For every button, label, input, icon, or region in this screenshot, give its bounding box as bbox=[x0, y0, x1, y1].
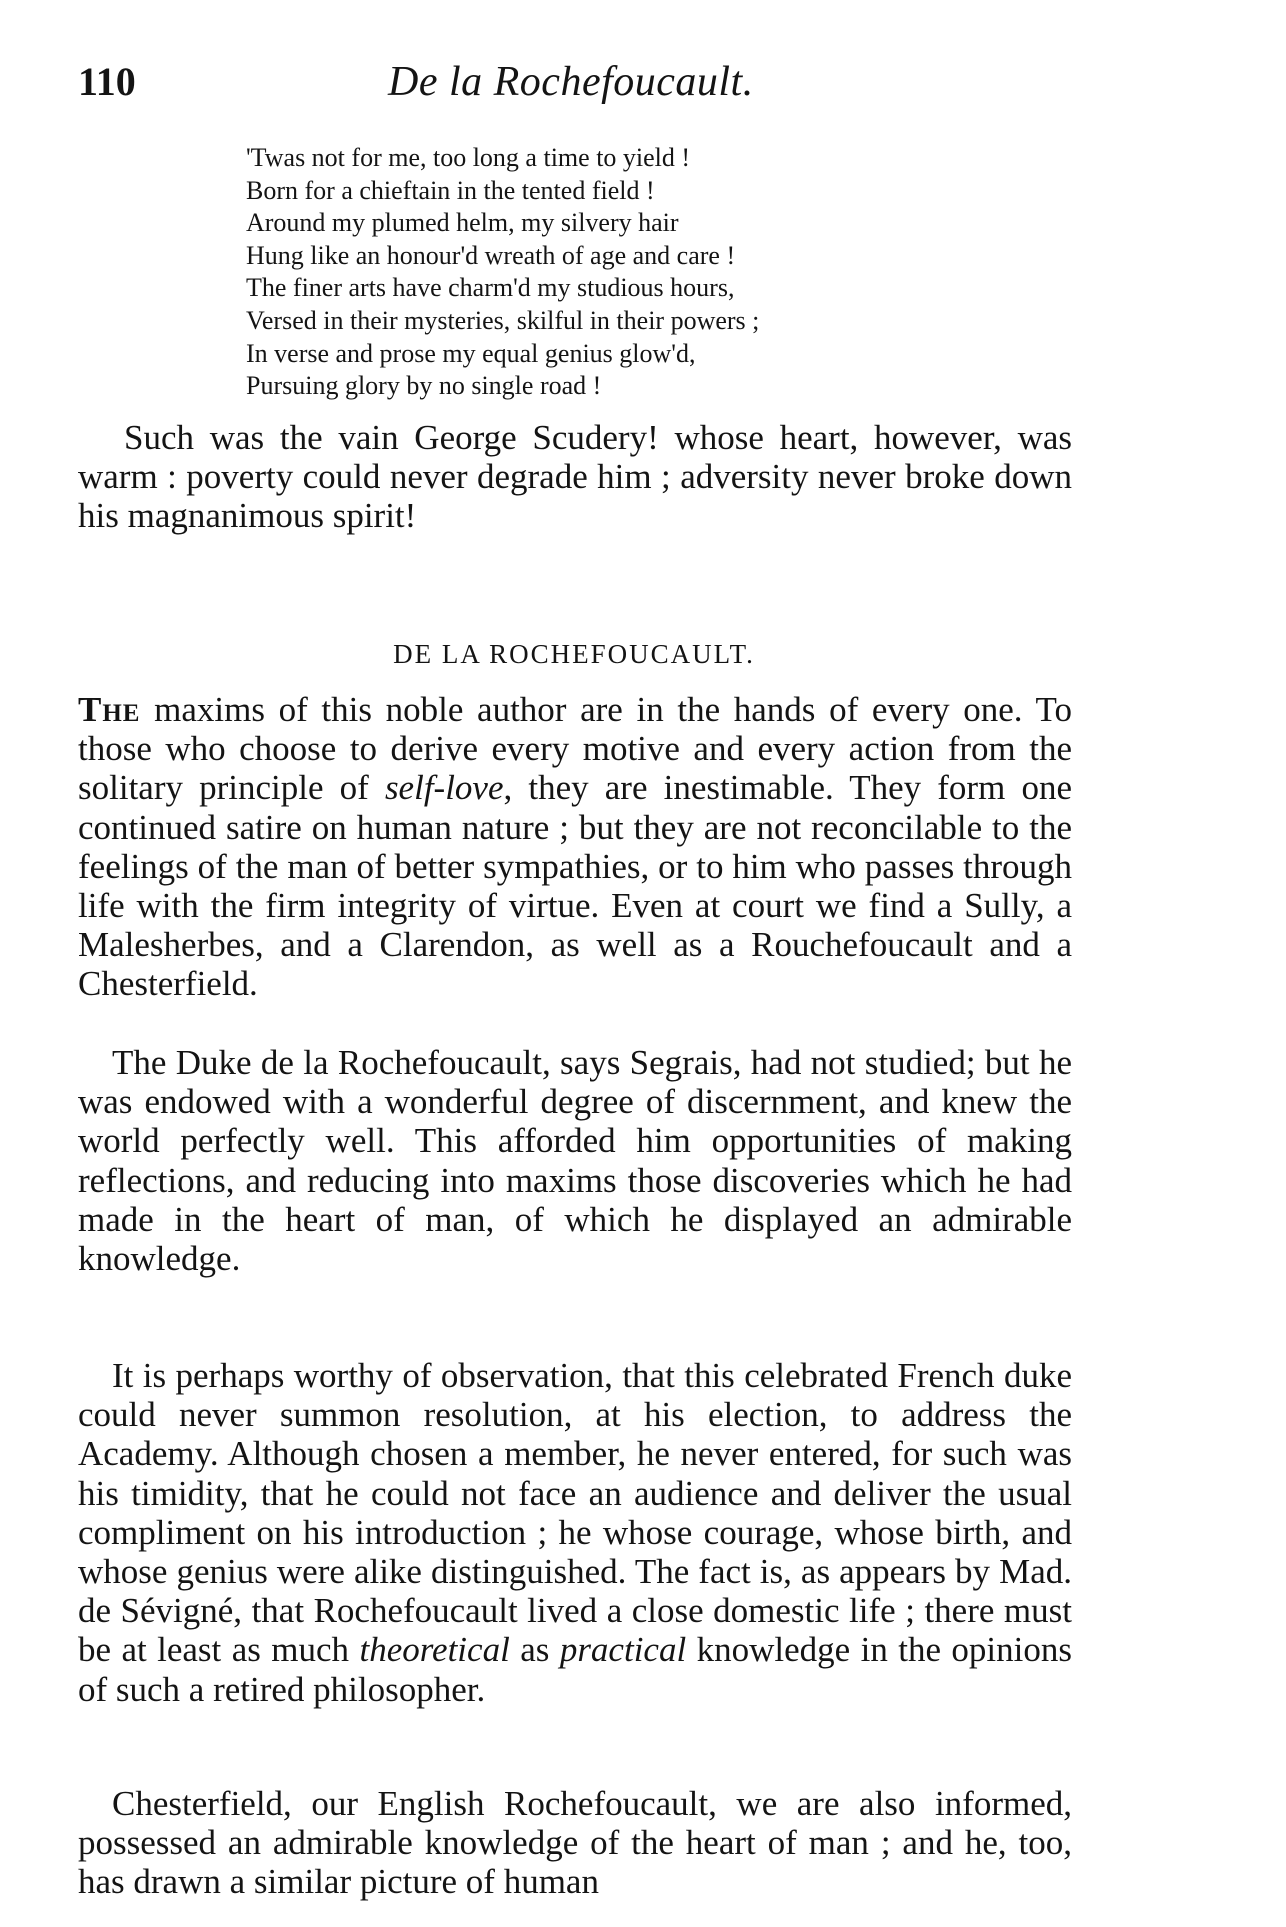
lead-word: The bbox=[78, 690, 141, 729]
verse-line: Around my plumed helm, my silvery hair bbox=[246, 208, 679, 238]
section-heading: DE LA ROCHEFOUCAULT. bbox=[393, 639, 755, 669]
running-head bbox=[78, 52, 1068, 112]
italic-term: self-love bbox=[384, 768, 504, 808]
paragraph-text: It is perhaps worthy of observation, that this celebrated French duke could never summon resolution, at his election, to address the Academy. Although chosen a member, he never entered, for such was his timidity, that he could not face an audience and deliver the usual compliment on his introduction ; he whose courage, whose birth, and whose genius were alike distinguished. The fact is, as appears by Mad. de Sévigné, that Rochefoucault lived a close domestic life ; there must be at least as much bbox=[78, 1356, 1072, 1670]
paragraph-text: maxims of this noble author are in the hands of every one. To those who choose to derive every motive and every action from the solitary principle of bbox=[78, 690, 1072, 808]
verse-line: Hung like an honour'd wreath of age and care ! bbox=[246, 240, 736, 270]
paragraph-academy bbox=[78, 1356, 1072, 1709]
paragraph-text: as bbox=[509, 1630, 560, 1670]
verse-line: In verse and prose my equal genius glow'd, bbox=[246, 338, 696, 368]
italic-term: theoretical bbox=[359, 1630, 510, 1670]
verse-line: Pursuing glory by no single road ! bbox=[246, 371, 602, 401]
italic-term: practical bbox=[559, 1630, 687, 1670]
paragraph-segrais: The Duke de la Rochefoucault, says Segrais, had not studied; but he was endowed with a wonderful degree of discernment, and knew the world perfectly well. This afforded him opportunities of making reflections, and reducing into maxims those discoveries which he had made in the heart of man, of which he displayed an admirable knowledge. bbox=[78, 1043, 1072, 1279]
verse-line: 'Twas not for me, too long a time to yield ! bbox=[246, 143, 691, 172]
verse-line: Versed in their mysteries, skilful in their powers ; bbox=[246, 305, 760, 335]
verse-line: The finer arts have charm'd my studious hours, bbox=[246, 273, 735, 303]
paragraph-scudery: Such was the vain George Scudery! whose heart, however, was warm : poverty could never degrade him ; adversity never broke down his magnanimous spirit! bbox=[78, 418, 1072, 536]
paragraph-maxims bbox=[78, 690, 1072, 1004]
paragraph-text: knowledge in the opinions of such a retired philosopher. bbox=[78, 1630, 1073, 1709]
page-number: 110 bbox=[78, 59, 136, 104]
paragraph-text: , they are inestimable. They form one continued satire on human nature ; but they are not reconcilable to the feelings of the man of better sympathies, or to him who passes through life with the firm integrity of virtue. Even at court we find a Sully, a Malesherbes, and a Clarendon, as well as a Rouchefoucault and a Chesterfield. bbox=[78, 768, 1072, 1004]
paragraph-chesterfield: Chesterfield, our English Rochefoucault, we are also informed, possessed an admirable knowledge of the heart of man ; and he, too, has drawn a similar picture of human bbox=[78, 1784, 1072, 1902]
running-title: De la Rochefoucault. bbox=[388, 59, 754, 105]
poem-quotation bbox=[246, 142, 946, 403]
verse-line: Born for a chieftain in the tented field ! bbox=[246, 175, 655, 205]
